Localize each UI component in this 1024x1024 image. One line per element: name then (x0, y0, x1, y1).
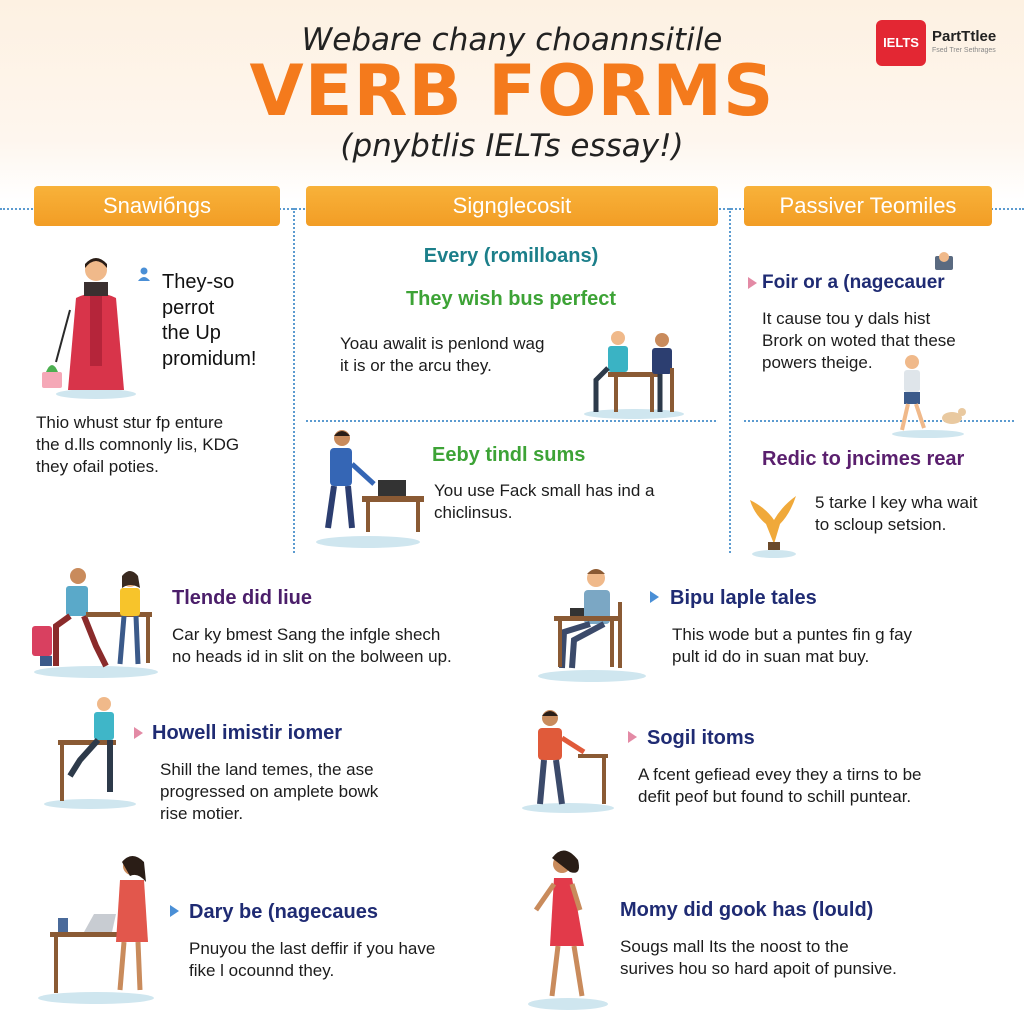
left-body (36, 412, 239, 477)
item-2-heading: Bipu laple tales (670, 587, 817, 609)
center-body-2 (434, 480, 655, 524)
woman-laptop-desk-illustration (34, 852, 156, 1004)
two-people-desk-illustration (26, 566, 160, 678)
item-1-body (172, 624, 452, 668)
right-heading-1: Foir or a (nagecauer (762, 272, 945, 293)
body-line: fike l ocounnd they. (189, 960, 335, 980)
bullet-arrow-icon (134, 727, 143, 739)
body-line: to scloup setsion. (815, 514, 947, 534)
body-line: powers theige. (762, 352, 873, 372)
body-line: 5 tarke l key wha wait (815, 493, 978, 512)
body-line: Pnuyou the last deffir if you have (189, 939, 436, 958)
body-line: Sougs mall Its the noost to the (620, 937, 849, 956)
body-line: Shill the land temes, the ase (160, 760, 374, 779)
logo-name: PartTtlee (932, 28, 997, 45)
divider-right (729, 208, 731, 553)
category-bar-2: Signglecosit (306, 186, 718, 226)
category-bar-1: Snawiбngs (34, 186, 280, 226)
right-body-2 (815, 492, 978, 536)
bullet-arrow-icon (650, 591, 659, 603)
body-line: This wode but a puntes fin g fay (672, 625, 913, 644)
item-4-body (638, 764, 922, 808)
divider-center (306, 420, 716, 422)
person-laptop-illustration (308, 424, 428, 548)
header-tagline: (pnybtlis IELTs essay!) (340, 128, 684, 164)
person-seated-table-illustration (534, 562, 648, 682)
body-line: surives hou so hard apoit of punsive. (620, 958, 897, 978)
logo-badge: IELTS (876, 20, 926, 66)
logo-tagline: Fsed Trer Sethrages (932, 47, 996, 54)
brand-logo (876, 20, 1016, 66)
person-at-lectern-illustration (518, 708, 616, 814)
center-heading-1: Every (romilloans) (423, 245, 599, 267)
speech-line: perrot (162, 296, 215, 319)
body-line: no heads id in slit on the bolween up. (172, 646, 452, 666)
body-line: they ofail poties. (36, 456, 159, 476)
body-line: pult id do in suan mat buy. (672, 646, 870, 666)
body-line: Brork on woted that these (762, 330, 956, 350)
item-3-body (160, 759, 378, 824)
header-subtitle: Webare chany choannsitile (301, 22, 723, 58)
body-line: It cause tou y dals hist (762, 309, 931, 328)
center-body-1 (340, 333, 544, 377)
running-child-dog-illustration (888, 352, 970, 438)
body-line: A fcent gefiead evey they a tirns to be (638, 765, 922, 784)
speech-line: They-so (162, 271, 235, 293)
center-heading-2: They wish bus perfect (405, 288, 617, 310)
category-bar-3: Passiver Teomiles (744, 186, 992, 226)
body-line: rise motier. (160, 803, 244, 823)
item-5-heading: Dary be (nagecaues (189, 901, 378, 923)
item-6-body (620, 936, 897, 980)
trophy-bird-icon (744, 484, 802, 558)
body-line: the d.lls comnonly lis, KDG (36, 434, 240, 454)
body-line: Car ky bmest Sang the infgle shech (172, 625, 441, 644)
page-title: VERB FORMS (249, 50, 775, 132)
item-1-heading: Tlende did liue (172, 587, 313, 609)
divider-left (293, 208, 295, 553)
center-heading-3: Eeby tindl sums (432, 444, 586, 466)
body-line: defit peof but found to schill puntear. (638, 786, 912, 806)
item-6-heading: Momy did gook has (lould) (620, 899, 874, 921)
walking-woman-illustration (522, 846, 614, 1010)
speech-line: promidum! (162, 347, 257, 370)
body-line: chiclinsus. (434, 502, 513, 522)
divider-right-panel (744, 420, 1014, 422)
right-heading-2: Redic to jncimes rear (762, 448, 965, 470)
speech-line: the Up (162, 322, 221, 345)
person-icon (136, 266, 152, 282)
toolbox-icon (932, 248, 956, 272)
left-speech (162, 270, 256, 372)
bullet-arrow-icon (628, 731, 637, 743)
item-3-heading: Howell imistir iomer (152, 722, 343, 744)
item-2-body (672, 624, 912, 668)
body-line: progressed on amplete bowk (160, 781, 379, 801)
item-5-body (189, 938, 435, 982)
bullet-arrow-icon (170, 905, 179, 917)
body-line: Thio whust stur fp enture (36, 413, 224, 432)
body-line: You use Fack small has ind a (434, 481, 655, 500)
body-line: Yoau awalit is penlond wag (340, 334, 545, 353)
person-standing-desk-illustration (40, 696, 134, 810)
two-people-table-illustration (582, 328, 686, 418)
item-4-heading: Sogil itoms (647, 727, 755, 749)
bullet-arrow-icon (748, 277, 757, 289)
body-line: it is or the arcu they. (340, 355, 492, 375)
